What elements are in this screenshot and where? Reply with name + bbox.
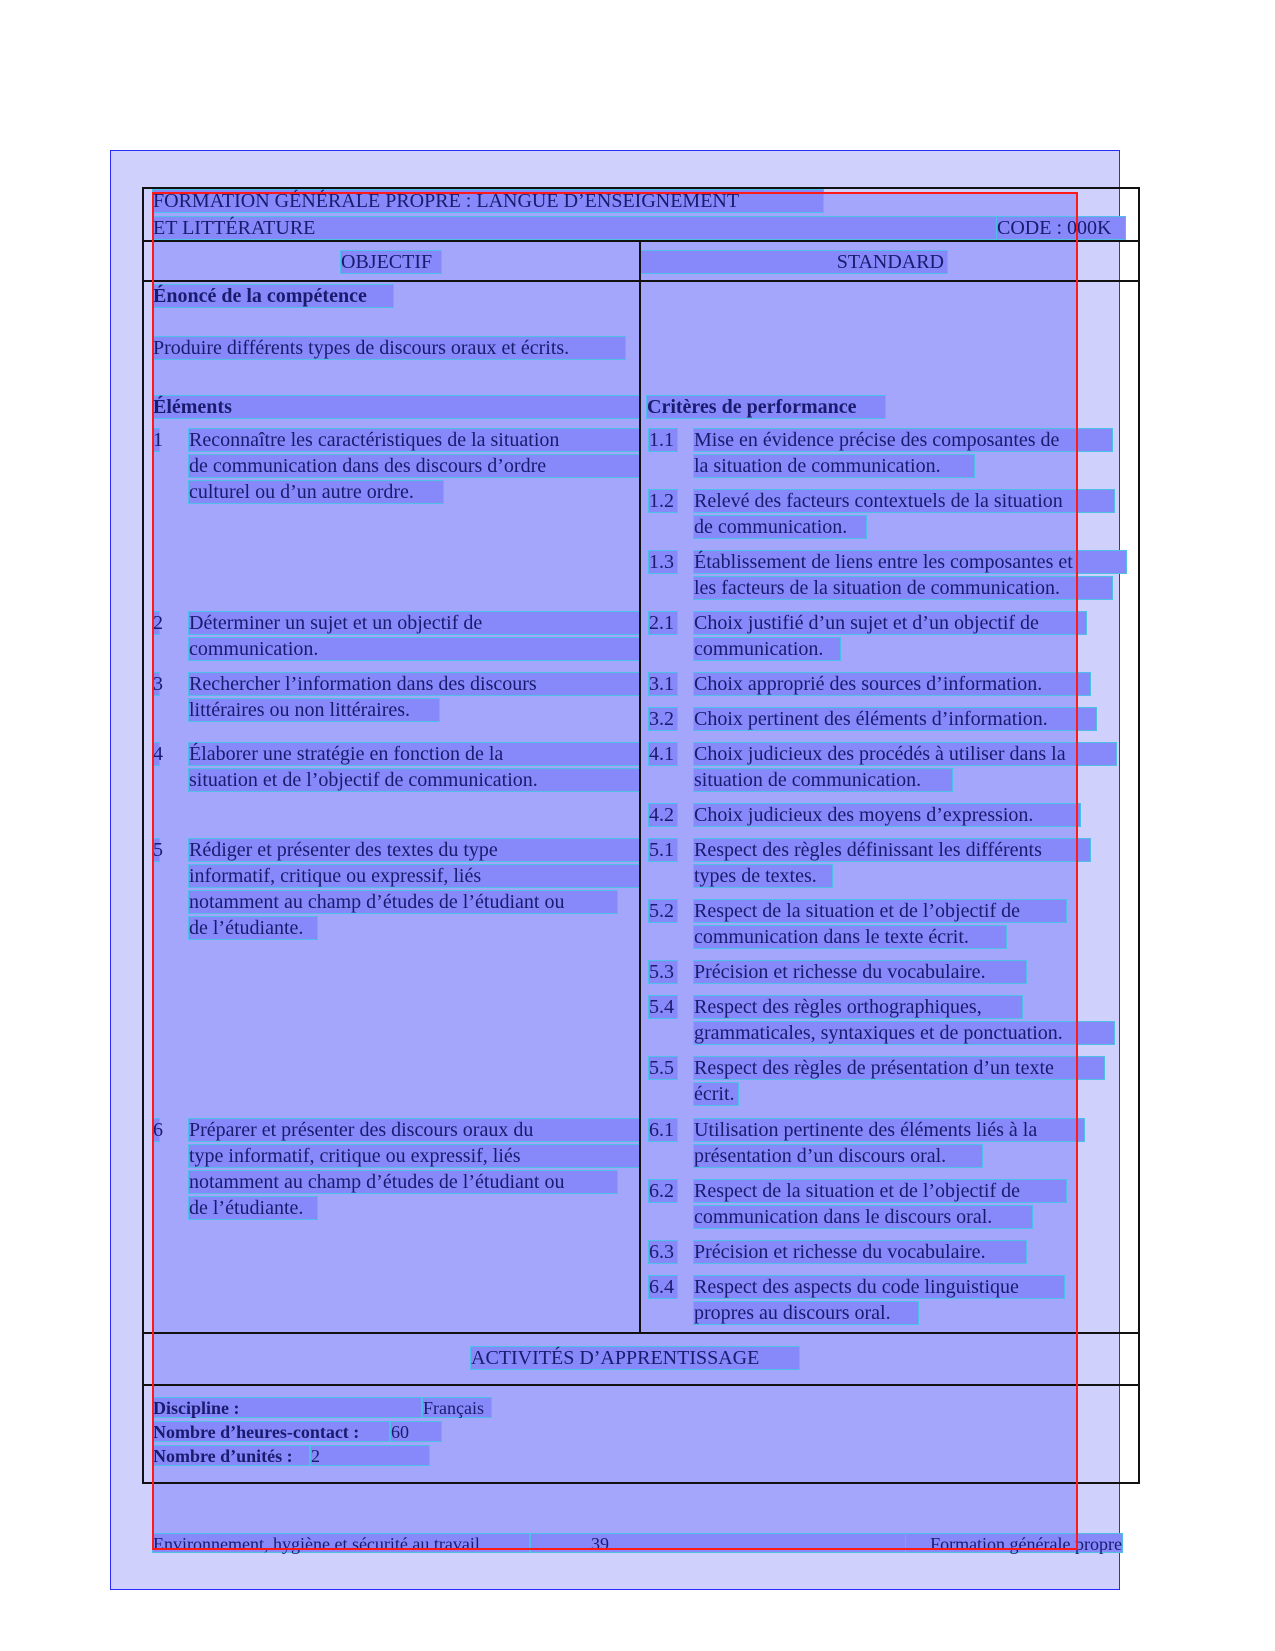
criterion-line: Mise en évidence précise des composantes de	[693, 428, 1113, 452]
element-line: de communication dans des discours d’ordre	[188, 454, 640, 478]
activities-heading-bottom-rule	[142, 1384, 1138, 1386]
criterion-line: communication dans le texte écrit.	[693, 925, 1007, 949]
criterion-number: 2.1	[648, 611, 678, 635]
criterion-line: communication dans le discours oral.	[693, 1205, 1033, 1229]
element-line: Élaborer une stratégie en fonction de la	[188, 742, 640, 766]
element-line: notamment au champ d’études de l’étudiant ou	[188, 890, 618, 914]
criterion-line: Respect des règles orthographiques,	[693, 995, 1023, 1019]
element-number: 6	[153, 1119, 163, 1141]
criterion-number: 5.2	[648, 899, 678, 923]
criterion-line: Choix judicieux des procédés à utiliser dans la	[693, 742, 1117, 766]
criterion-number: 3.1	[648, 672, 678, 696]
criterion-line: de communication.	[693, 515, 867, 539]
element-line: culturel ou d’un autre ordre.	[188, 480, 444, 504]
criterion-number: 1.1	[648, 428, 678, 452]
elements-heading: Éléments	[152, 395, 640, 419]
table-top-border	[142, 187, 1140, 189]
table-left-border	[142, 187, 144, 1483]
criterion-line: communication.	[693, 637, 841, 661]
criterion-number: 6.2	[648, 1179, 678, 1203]
criterion-line: Relevé des facteurs contextuels de la situation	[693, 489, 1115, 513]
criterion-line: Précision et richesse du vocabulaire.	[693, 960, 1027, 984]
element-line: littéraires ou non littéraires.	[188, 698, 440, 722]
hours-value: 60	[390, 1421, 442, 1442]
criterion-number: 6.4	[648, 1275, 678, 1299]
element-number: 2	[153, 612, 163, 634]
competence-statement: Produire différents types de discours oraux et écrits.	[152, 336, 626, 360]
criterion-line: Choix approprié des sources d’information.	[693, 672, 1091, 696]
criterion-number: 6.1	[648, 1118, 678, 1142]
footer-page-number: 39	[530, 1533, 908, 1553]
element-line: Rechercher l’information dans des discours	[188, 672, 640, 696]
footer-right: Formation générale propre	[905, 1533, 1123, 1553]
criterion-line: Respect des règles définissant les différents	[693, 838, 1091, 862]
criterion-line: présentation d’un discours oral.	[693, 1144, 983, 1168]
element-number: 3	[153, 673, 163, 695]
element-line: situation et de l’objectif de communication.	[188, 768, 640, 792]
hours-label: Nombre d’heures-contact :	[152, 1421, 390, 1442]
criterion-line: écrit.	[693, 1082, 739, 1106]
criterion-number: 3.2	[648, 707, 678, 731]
header-title-line-1: FORMATION GÉNÉRALE PROPRE : LANGUE D’ENSEIGNEMENT	[152, 189, 824, 213]
table-right-border	[1138, 187, 1140, 1483]
element-line: informatif, critique ou expressif, liés	[188, 864, 640, 888]
table-bottom-border	[142, 1482, 1140, 1484]
criterion-line: la situation de communication.	[693, 454, 975, 478]
criterion-line: Choix justifié d’un sujet et d’un objectif de	[693, 611, 1087, 635]
criterion-line: grammaticales, syntaxiques et de ponctuation.	[693, 1021, 1115, 1045]
element-line: de l’étudiante.	[188, 1196, 318, 1220]
discipline-value: Français	[422, 1397, 492, 1418]
criterion-number: 1.3	[648, 550, 678, 574]
element-number: 4	[153, 743, 163, 765]
activities-heading: ACTIVITÉS D’APPRENTISSAGE	[470, 1346, 800, 1370]
criterion-line: propres au discours oral.	[693, 1301, 919, 1325]
criterion-line: Précision et richesse du vocabulaire.	[693, 1240, 1027, 1264]
element-line: communication.	[188, 637, 640, 661]
criterion-number: 4.1	[648, 742, 678, 766]
course-code: CODE : 000K	[996, 216, 1126, 240]
criterion-line: Choix pertinent des éléments d’information.	[693, 707, 1097, 731]
element-line: Préparer et présenter des discours oraux du	[188, 1118, 640, 1142]
footer-left: Environnement, hygiène et sécurité au travail	[152, 1533, 530, 1553]
element-line: Déterminer un sujet et un objectif de	[188, 611, 640, 635]
criterion-line: les facteurs de la situation de communication.	[693, 576, 1113, 600]
column-header-standard: STANDARD	[640, 250, 948, 274]
criterion-line: Respect de la situation et de l’objectif de	[693, 1179, 1067, 1203]
units-value: 2	[310, 1445, 430, 1466]
criterion-number: 4.2	[648, 803, 678, 827]
competence-heading: Énoncé de la compétence	[152, 284, 394, 308]
criterion-number: 5.1	[648, 838, 678, 862]
element-line: Reconnaître les caractéristiques de la situation	[188, 428, 640, 452]
units-label: Nombre d’unités :	[152, 1445, 310, 1466]
criterion-line: situation de communication.	[693, 768, 953, 792]
column-divider	[639, 240, 641, 1333]
element-number: 1	[153, 429, 163, 451]
element-number: 5	[153, 839, 163, 861]
criterion-line: Respect des aspects du code linguistique	[693, 1275, 1065, 1299]
criterion-line: Utilisation pertinente des éléments liés à la	[693, 1118, 1085, 1142]
element-line: de l’étudiante.	[188, 916, 318, 940]
element-line: notamment au champ d’études de l’étudiant ou	[188, 1170, 618, 1194]
element-line: type informatif, critique ou expressif, liés	[188, 1144, 640, 1168]
column-header-objectif: OBJECTIF	[340, 250, 442, 274]
criterion-number: 5.4	[648, 995, 678, 1019]
discipline-label: Discipline :	[152, 1397, 422, 1418]
criterion-number: 5.3	[648, 960, 678, 984]
criteria-heading: Critères de performance	[646, 395, 886, 419]
element-line: Rédiger et présenter des textes du type	[188, 838, 640, 862]
criterion-line: Choix judicieux des moyens d’expression.	[693, 803, 1081, 827]
criterion-number: 5.5	[648, 1056, 678, 1080]
criterion-line: Respect de la situation et de l’objectif de	[693, 899, 1067, 923]
criterion-line: types de textes.	[693, 864, 833, 888]
criterion-number: 1.2	[648, 489, 678, 513]
header-title-line-2: ET LITTÉRATURE	[152, 216, 1076, 240]
criterion-number: 6.3	[648, 1240, 678, 1264]
criterion-line: Respect des règles de présentation d’un texte	[693, 1056, 1105, 1080]
criterion-line: Établissement de liens entre les composantes et	[693, 550, 1127, 574]
